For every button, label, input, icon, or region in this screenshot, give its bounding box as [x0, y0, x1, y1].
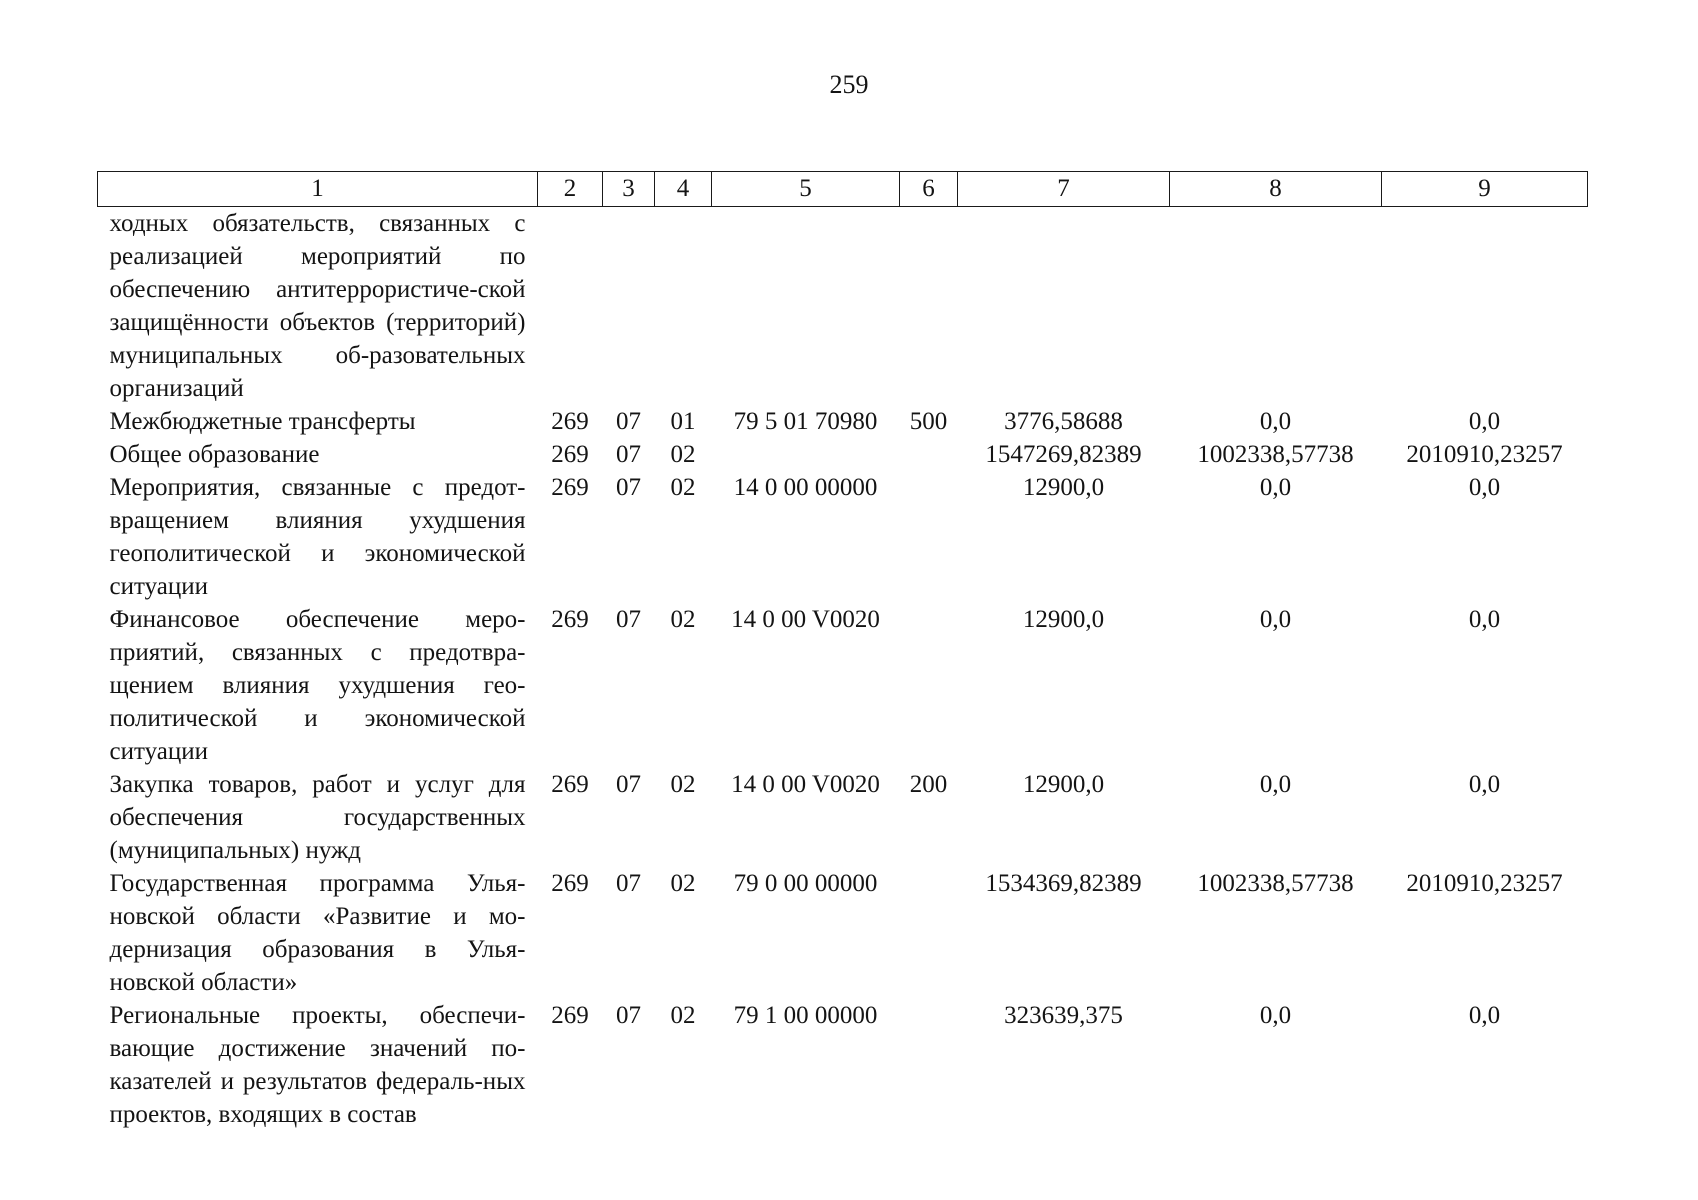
row-amount-col7: 3776,58688 — [1004, 408, 1123, 435]
row-subsection-code: 02 — [670, 474, 696, 501]
table-row — [98, 438, 1588, 471]
row-section-code: 07 — [616, 474, 641, 501]
row-amount-col7: 1534369,82389 — [985, 870, 1142, 897]
row-amount-col7: 12900,0 — [1022, 474, 1105, 501]
row-amount-col9: 0,0 — [1468, 408, 1501, 435]
table-row — [98, 405, 1588, 438]
row-subsection-code — [655, 207, 712, 406]
row-expense-type — [900, 438, 958, 471]
row-amount-col8: 0,0 — [1259, 474, 1292, 501]
row-amount-col8 — [1170, 207, 1382, 406]
table-header — [98, 172, 1588, 207]
table-row — [98, 603, 1588, 768]
row-target-article: 79 0 00 00000 — [733, 870, 878, 897]
table-row — [98, 207, 1588, 406]
header-row — [98, 172, 1588, 207]
row-amount-col9: 0,0 — [1468, 1002, 1501, 1029]
row-amount-col8: 0,0 — [1259, 606, 1292, 633]
row-target-article: 14 0 00 00000 — [733, 474, 878, 501]
row-subsection-code: 02 — [670, 771, 696, 798]
row-ministry-code: 269 — [551, 606, 589, 633]
row-section-code: 07 — [616, 1002, 641, 1029]
table-row — [98, 867, 1588, 999]
row-target-article — [712, 438, 900, 471]
row-amount-col7: 12900,0 — [1022, 606, 1105, 633]
row-amount-col8: 0,0 — [1259, 408, 1292, 435]
row-subsection-code: 02 — [670, 606, 696, 633]
row-expense-type: 500 — [909, 408, 948, 435]
row-expense-type — [900, 207, 958, 406]
row-amount-col8: 0,0 — [1259, 771, 1292, 798]
budget-table — [97, 171, 1588, 1131]
table-row — [98, 999, 1588, 1131]
column-header-4: 4 — [655, 172, 712, 207]
row-expense-type — [900, 603, 958, 768]
column-header-9: 9 — [1382, 172, 1588, 207]
row-amount-col9: 2010910,23257 — [1406, 441, 1563, 468]
row-amount-col8: 1002338,57738 — [1197, 870, 1354, 897]
column-header-5: 5 — [712, 172, 900, 207]
table-body — [98, 207, 1588, 1132]
row-name: Государственная программа Улья-новской области «Развитие и мо-дернизация образования в Улья-новской области» — [109, 870, 526, 996]
row-name: Межбюджетные трансферты — [109, 408, 416, 435]
row-amount-col9: 0,0 — [1468, 606, 1501, 633]
row-expense-type: 200 — [909, 771, 948, 798]
table-row — [98, 471, 1588, 603]
column-header-2: 2 — [538, 172, 603, 207]
row-amount-col9: 2010910,23257 — [1406, 870, 1563, 897]
row-ministry-code: 269 — [551, 1002, 589, 1029]
row-name: ходных обязательств, связанных с реализацией мероприятий по обеспечению антитеррористиче-ской защищённости объектов (территорий) муниципальных об-разовательных организаций — [109, 210, 526, 402]
column-header-1: 1 — [98, 172, 538, 207]
row-section-code: 07 — [616, 771, 641, 798]
page-number: 259 — [829, 70, 869, 99]
row-expense-type — [900, 471, 958, 603]
row-expense-type — [900, 867, 958, 999]
row-ministry-code: 269 — [551, 771, 589, 798]
row-amount-col7: 1547269,82389 — [985, 441, 1142, 468]
row-name: Мероприятия, связанные с предот-вращением влияния ухудшения геополитической и экономической ситуации — [109, 474, 526, 600]
row-amount-col9: 0,0 — [1468, 771, 1501, 798]
row-target-article: 79 5 01 70980 — [733, 408, 878, 435]
column-header-8: 8 — [1170, 172, 1382, 207]
row-ministry-code: 269 — [551, 474, 589, 501]
row-amount-col9 — [1382, 207, 1588, 406]
row-amount-col8: 1002338,57738 — [1197, 441, 1354, 468]
row-amount-col9: 0,0 — [1468, 474, 1501, 501]
row-subsection-code: 01 — [670, 408, 696, 435]
row-section-code: 07 — [616, 606, 641, 633]
row-subsection-code: 02 — [670, 1002, 696, 1029]
row-target-article: 14 0 00 V0020 — [731, 771, 880, 798]
row-expense-type — [900, 999, 958, 1131]
row-target-article: 14 0 00 V0020 — [731, 606, 880, 633]
column-header-7: 7 — [958, 172, 1170, 207]
row-target-article: 79 1 00 00000 — [733, 1002, 878, 1029]
table-row — [98, 768, 1588, 867]
row-ministry-code: 269 — [551, 870, 589, 897]
row-amount-col7 — [958, 207, 1170, 406]
row-amount-col8: 0,0 — [1259, 1002, 1292, 1029]
row-section-code — [603, 207, 655, 406]
row-target-article — [712, 207, 900, 406]
column-header-3: 3 — [603, 172, 655, 207]
row-subsection-code: 02 — [670, 441, 696, 468]
column-header-6: 6 — [900, 172, 958, 207]
row-name: Региональные проекты, обеспечи-вающие достижение значений по-казателей и результатов федераль-ных проектов, входящих в состав — [109, 1002, 526, 1128]
row-ministry-code: 269 — [551, 441, 589, 468]
row-ministry-code: 269 — [551, 408, 589, 435]
row-name: Финансовое обеспечение меро-приятий, связанных с предотвра-щением влияния ухудшения гео-политической и экономической ситуации — [109, 606, 526, 765]
row-amount-col7: 323639,375 — [1004, 1002, 1123, 1029]
row-section-code: 07 — [616, 870, 641, 897]
row-amount-col7: 12900,0 — [1022, 771, 1105, 798]
row-ministry-code — [538, 207, 603, 406]
row-section-code: 07 — [616, 408, 641, 435]
row-subsection-code: 02 — [670, 870, 696, 897]
row-name: Общее образование — [109, 441, 320, 468]
row-section-code: 07 — [616, 441, 641, 468]
row-name: Закупка товаров, работ и услуг для обеспечения государственных (муниципальных) нужд — [109, 771, 526, 864]
